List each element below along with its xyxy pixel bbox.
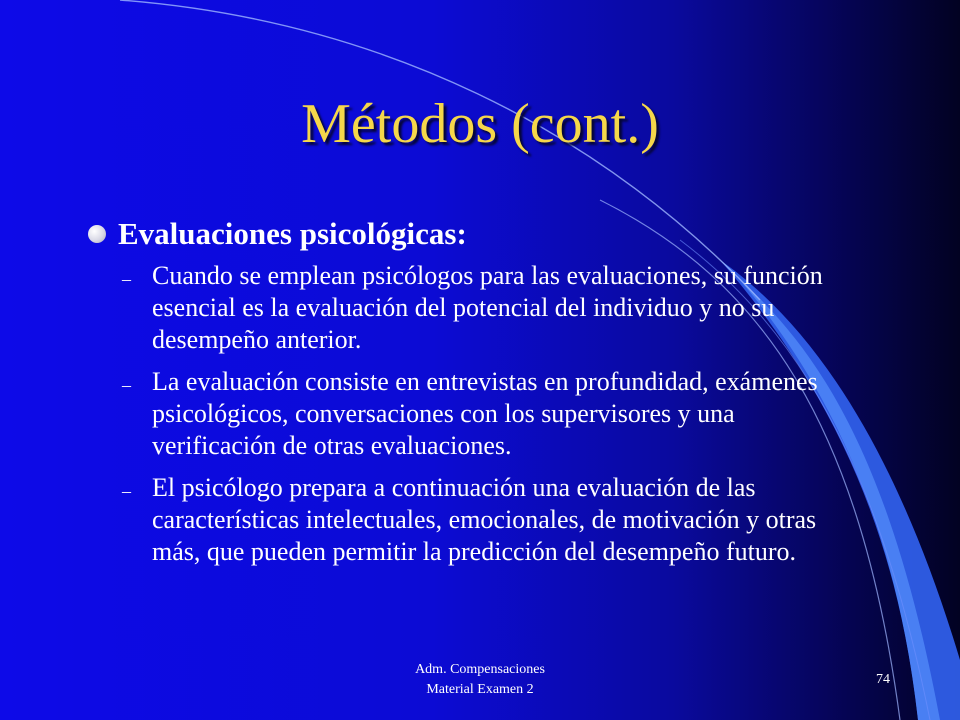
footer-line-2: Material Examen 2 (426, 682, 534, 697)
sub-bullet-item (122, 472, 868, 568)
slide-footer (340, 660, 620, 700)
sub-bullet-text: Cuando se emplean psicólogos para las evaluaciones, su función esencial es la evaluación del potencial del individuo y no su desempeño anterior. (152, 261, 823, 354)
dash-bullet-icon: – (122, 375, 131, 395)
sub-bullet-item (122, 260, 868, 356)
bullet-heading: Evaluaciones psicológicas: (118, 216, 467, 251)
sub-bullet-item (122, 366, 868, 462)
bullet-dot-icon (88, 225, 106, 243)
footer-line-1: Adm. Compensaciones (415, 662, 545, 677)
page-number: 74 (876, 672, 890, 687)
sub-bullet-text: La evaluación consiste en entrevistas en profundidad, exámenes psicológicos, conversaciones con los supervisores y una verificación de otras evaluaciones. (152, 367, 818, 460)
bullet-row (88, 216, 868, 252)
sub-bullet-list (88, 260, 868, 568)
slide-title: Métodos (cont.) (301, 93, 659, 155)
sub-bullet-text: El psicólogo prepara a continuación una evaluación de las características intelectuales, emocionales, de motivación y otras más, que pueden permitir la predicción del desempeño futuro. (152, 473, 817, 566)
dash-bullet-icon: – (122, 269, 131, 289)
slide-content (88, 216, 868, 578)
dash-bullet-icon: – (122, 481, 131, 501)
